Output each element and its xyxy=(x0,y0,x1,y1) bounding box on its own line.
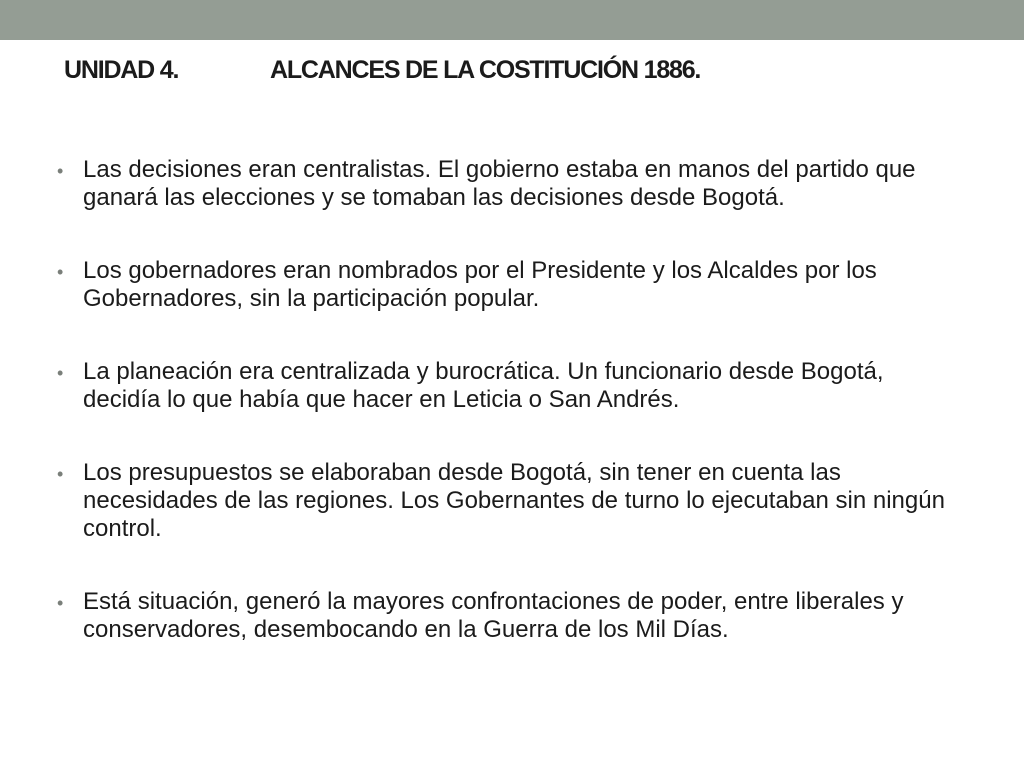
title-unit: UNIDAD 4. xyxy=(64,56,179,84)
bullet-text: La planeación era centralizada y burocrática. Un funcionario desde Bogotá, decidía lo que había que hacer en Leticia o San Andrés. xyxy=(83,358,884,413)
bullet-item-1 xyxy=(57,156,967,212)
bullet-text: Está situación, generó la mayores confrontaciones de poder, entre liberales y conservadores, desembocando en la Guerra de los Mil Días. xyxy=(83,588,904,643)
bullet-item-4 xyxy=(57,459,967,543)
bullet-text: Los gobernadores eran nombrados por el Presidente y los Alcaldes por los Gobernadores, sin la participación popular. xyxy=(83,257,877,312)
title-text: ALCANCES DE LA COSTITUCIÓN 1886. xyxy=(270,56,701,84)
bullet-dot-icon: • xyxy=(57,593,64,613)
slide-title xyxy=(64,55,700,85)
top-accent-bar xyxy=(0,0,1024,40)
bullet-dot-icon: • xyxy=(57,161,64,181)
bullet-text: Los presupuestos se elaboraban desde Bogotá, sin tener en cuenta las necesidades de las regiones. Los Gobernantes de turno lo ejecutaban sin ningún control. xyxy=(83,459,945,542)
bullet-item-2 xyxy=(57,257,967,313)
bullet-list xyxy=(57,156,967,689)
bullet-dot-icon: • xyxy=(57,464,64,484)
bullet-item-5 xyxy=(57,588,967,644)
bullet-item-3 xyxy=(57,358,967,414)
bullet-text: Las decisiones eran centralistas. El gobierno estaba en manos del partido que ganará las elecciones y se tomaban las decisiones desde Bogotá. xyxy=(83,156,916,211)
bullet-dot-icon: • xyxy=(57,363,64,383)
bullet-dot-icon: • xyxy=(57,262,64,282)
